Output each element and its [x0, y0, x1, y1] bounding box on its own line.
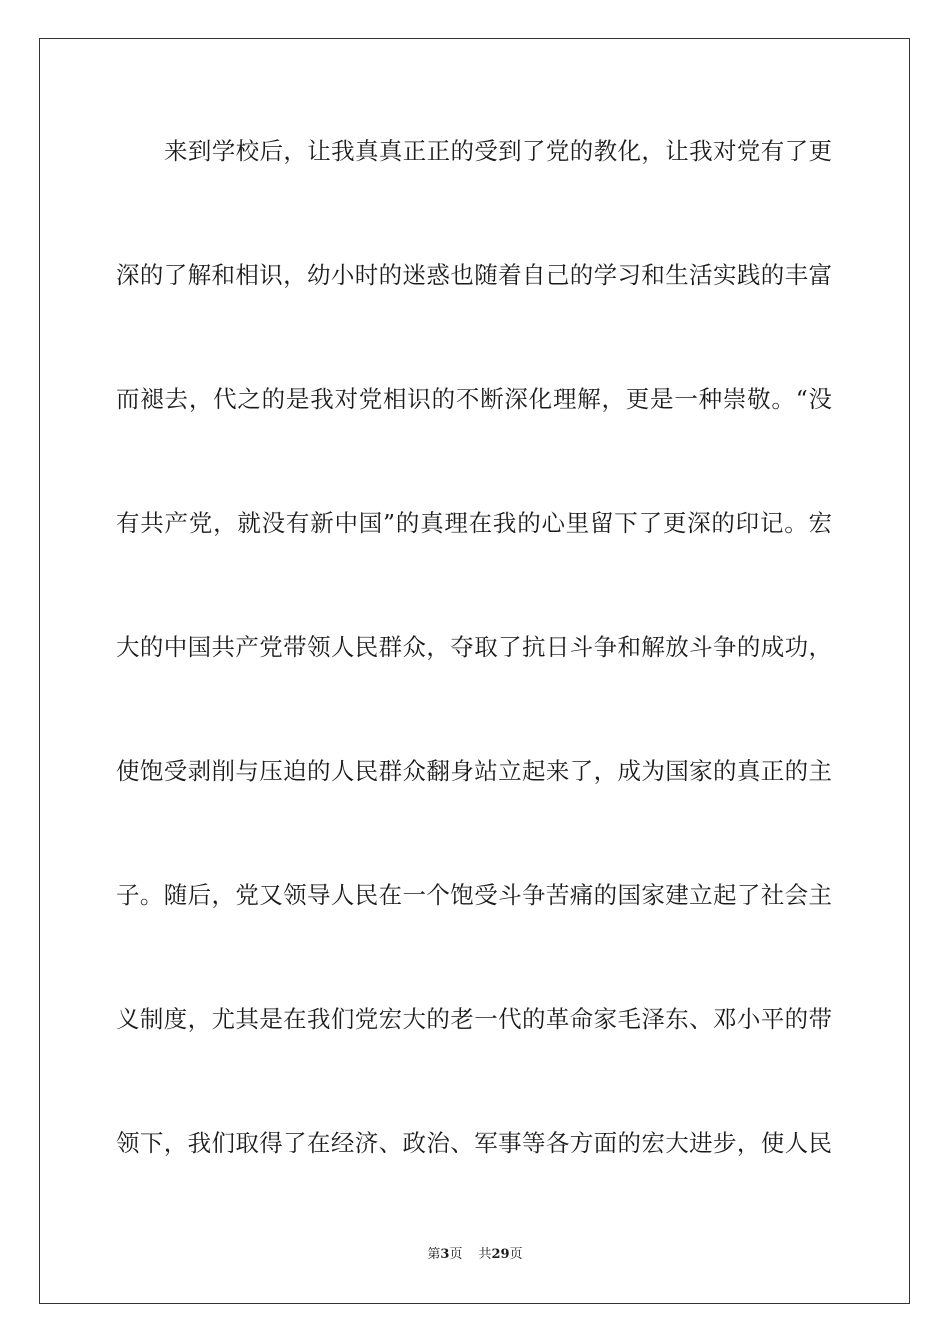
- paragraph-line-6: 使饱受剥削与压迫的人民群众翻身站立起来了，成为国家的真正的主: [116, 757, 832, 785]
- paragraph-line-7: 子。随后，党又领导人民在一个饱受斗争苦痛的国家建立起了社会主: [116, 881, 832, 909]
- total-prefix: 共: [478, 1247, 492, 1262]
- page-suffix: 页: [449, 1247, 463, 1262]
- paragraph-line-5: 大的中国共产党带领人民群众，夺取了抗日斗争和解放斗争的成功，: [116, 633, 832, 661]
- paragraph-line-3: 而褪去，代之的是我对党相识的不断深化理解，更是一种崇敬。“没: [116, 385, 832, 413]
- paragraph-line-4: 有共产党，就没有新中国”的真理在我的心里留下了更深的印记。宏: [116, 509, 832, 537]
- page-prefix: 第: [427, 1247, 441, 1262]
- page-number: 3: [440, 1247, 450, 1262]
- paragraph-line-9: 领下，我们取得了在经济、政治、军事等各方面的宏大进步，使人民: [116, 1129, 832, 1157]
- paragraph-line-8: 义制度，尤其是在我们党宏大的老一代的革命家毛泽东、邓小平的带: [116, 1005, 832, 1033]
- total-suffix: 页: [509, 1247, 523, 1262]
- paragraph-line-1: 来到学校后，让我真真正正的受到了党的教化，让我对党有了更: [164, 137, 832, 165]
- total-pages: 29: [491, 1247, 510, 1262]
- page-border: [39, 38, 910, 1304]
- paragraph-line-2: 深的了解和相识，幼小时的迷惑也随着自己的学习和生活实践的丰富: [116, 261, 832, 289]
- page-footer: [0, 1245, 950, 1265]
